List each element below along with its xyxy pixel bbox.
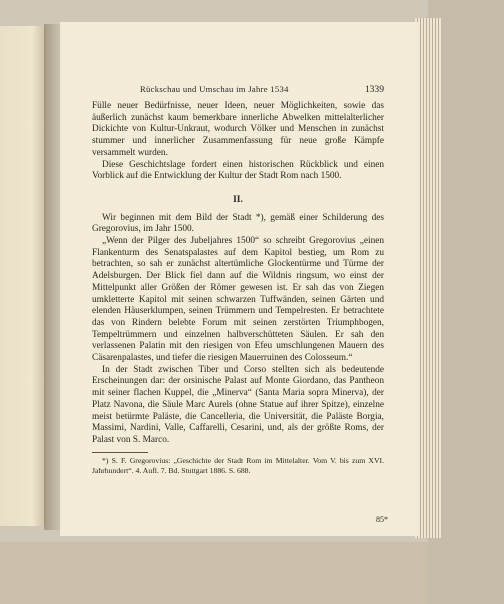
page-edge-stack — [415, 18, 441, 538]
page-header — [140, 84, 384, 95]
page-body — [92, 101, 384, 476]
page-number: 1339 — [364, 84, 384, 95]
paragraph-1: Fülle neuer Bedürfnisse, neuer Ideen, neuer Möglichkeiten, sowie das äußerlich zunächst kaum bemerkbare innerliche Abwelken mittelalterlicher Dickichte von Kultur-Unkraut, wodurch Völker und Menschen in zunächst stummer und innerlicher Zusammenfassung für neue große Kämpfe versammelt wurden. — [92, 101, 384, 158]
spine-shadow — [44, 24, 62, 530]
signature-mark: 85* — [376, 515, 388, 524]
paragraph-2: Diese Geschichtslage fordert einen historischen Rückblick und einen Vorblick auf die Entwicklung der Kultur der Stadt Rom nach 1500. — [92, 159, 384, 182]
paragraph-4: „Wenn der Pilger des Jubeljahres 1500“ so schreibt Gregorovius „einen Flankenturm des Senatspalastes auf dem Kapitol bestieg, um Rom zu betrachten, so sah er zunächst altertümliche Glockentürme und Türme der Adelsburgen. Der Blick fiel dann auf die Wildnis ringsum, wo einst der Mittelpunkt aller Größen der Römer gewesen ist. Er sah das von Ziegen umkletterte Kapitol mit seinen schwarzen Tuffwänden, seinen Gärten und elenden Häuserklumpen, seinen Trümmern und Tempelresten. Er betrachtete das von Rindern belebte Forum mit seinen zerstörten Triumphbogen, Tempeltrümmern und einzelnen halbverschütteten Säulen. Er sah den verlassenen Palatin mit den riesigen von Efeu umschlungenen Mauern des Cäsarenpalastes, und tiefer die riesigen Mauerruinen des Colosseum.“ — [92, 236, 384, 364]
paragraph-3: Wir beginnen mit dem Bild der Stadt *), gemäß einer Schilderung des Gregorovius, im Jahr 1500. — [92, 212, 384, 235]
running-head: Rückschau und Umschau im Jahre 1534 — [140, 84, 289, 94]
previous-page-edge — [0, 26, 46, 526]
book-page — [60, 22, 418, 536]
footnote-rule — [92, 452, 148, 453]
paragraph-5: In der Stadt zwischen Tiber und Corso stellten sich als bedeutende Erscheinungen dar: der orsinische Palast auf Monte Giordano, das Pantheon mit seiner flachen Kuppel, die „Minerva“ (Santa Maria sopra Minerva), der Platz Navona, die Säule Marc Aurels (ohne Statue auf ihrer Spitze), einzelne meist betürmte Paläste, die Cancelleria, die Universität, die Paläste Borgia, Massimi, Nardini, Valle, Caffarelli, Cesarini, und, als der größte Roms, der Palast von S. Marco. — [92, 364, 384, 445]
footnote-text: *) S. F. Gregorovius: „Geschichte der Stadt Rom im Mittelalter. Vom V. bis zum XVI. Jahrhundert“. 4. Aufl. 7. Bd. Stuttgart 1886. S. 688. — [92, 455, 384, 475]
footnote — [92, 456, 384, 476]
section-heading: II. — [233, 193, 243, 205]
